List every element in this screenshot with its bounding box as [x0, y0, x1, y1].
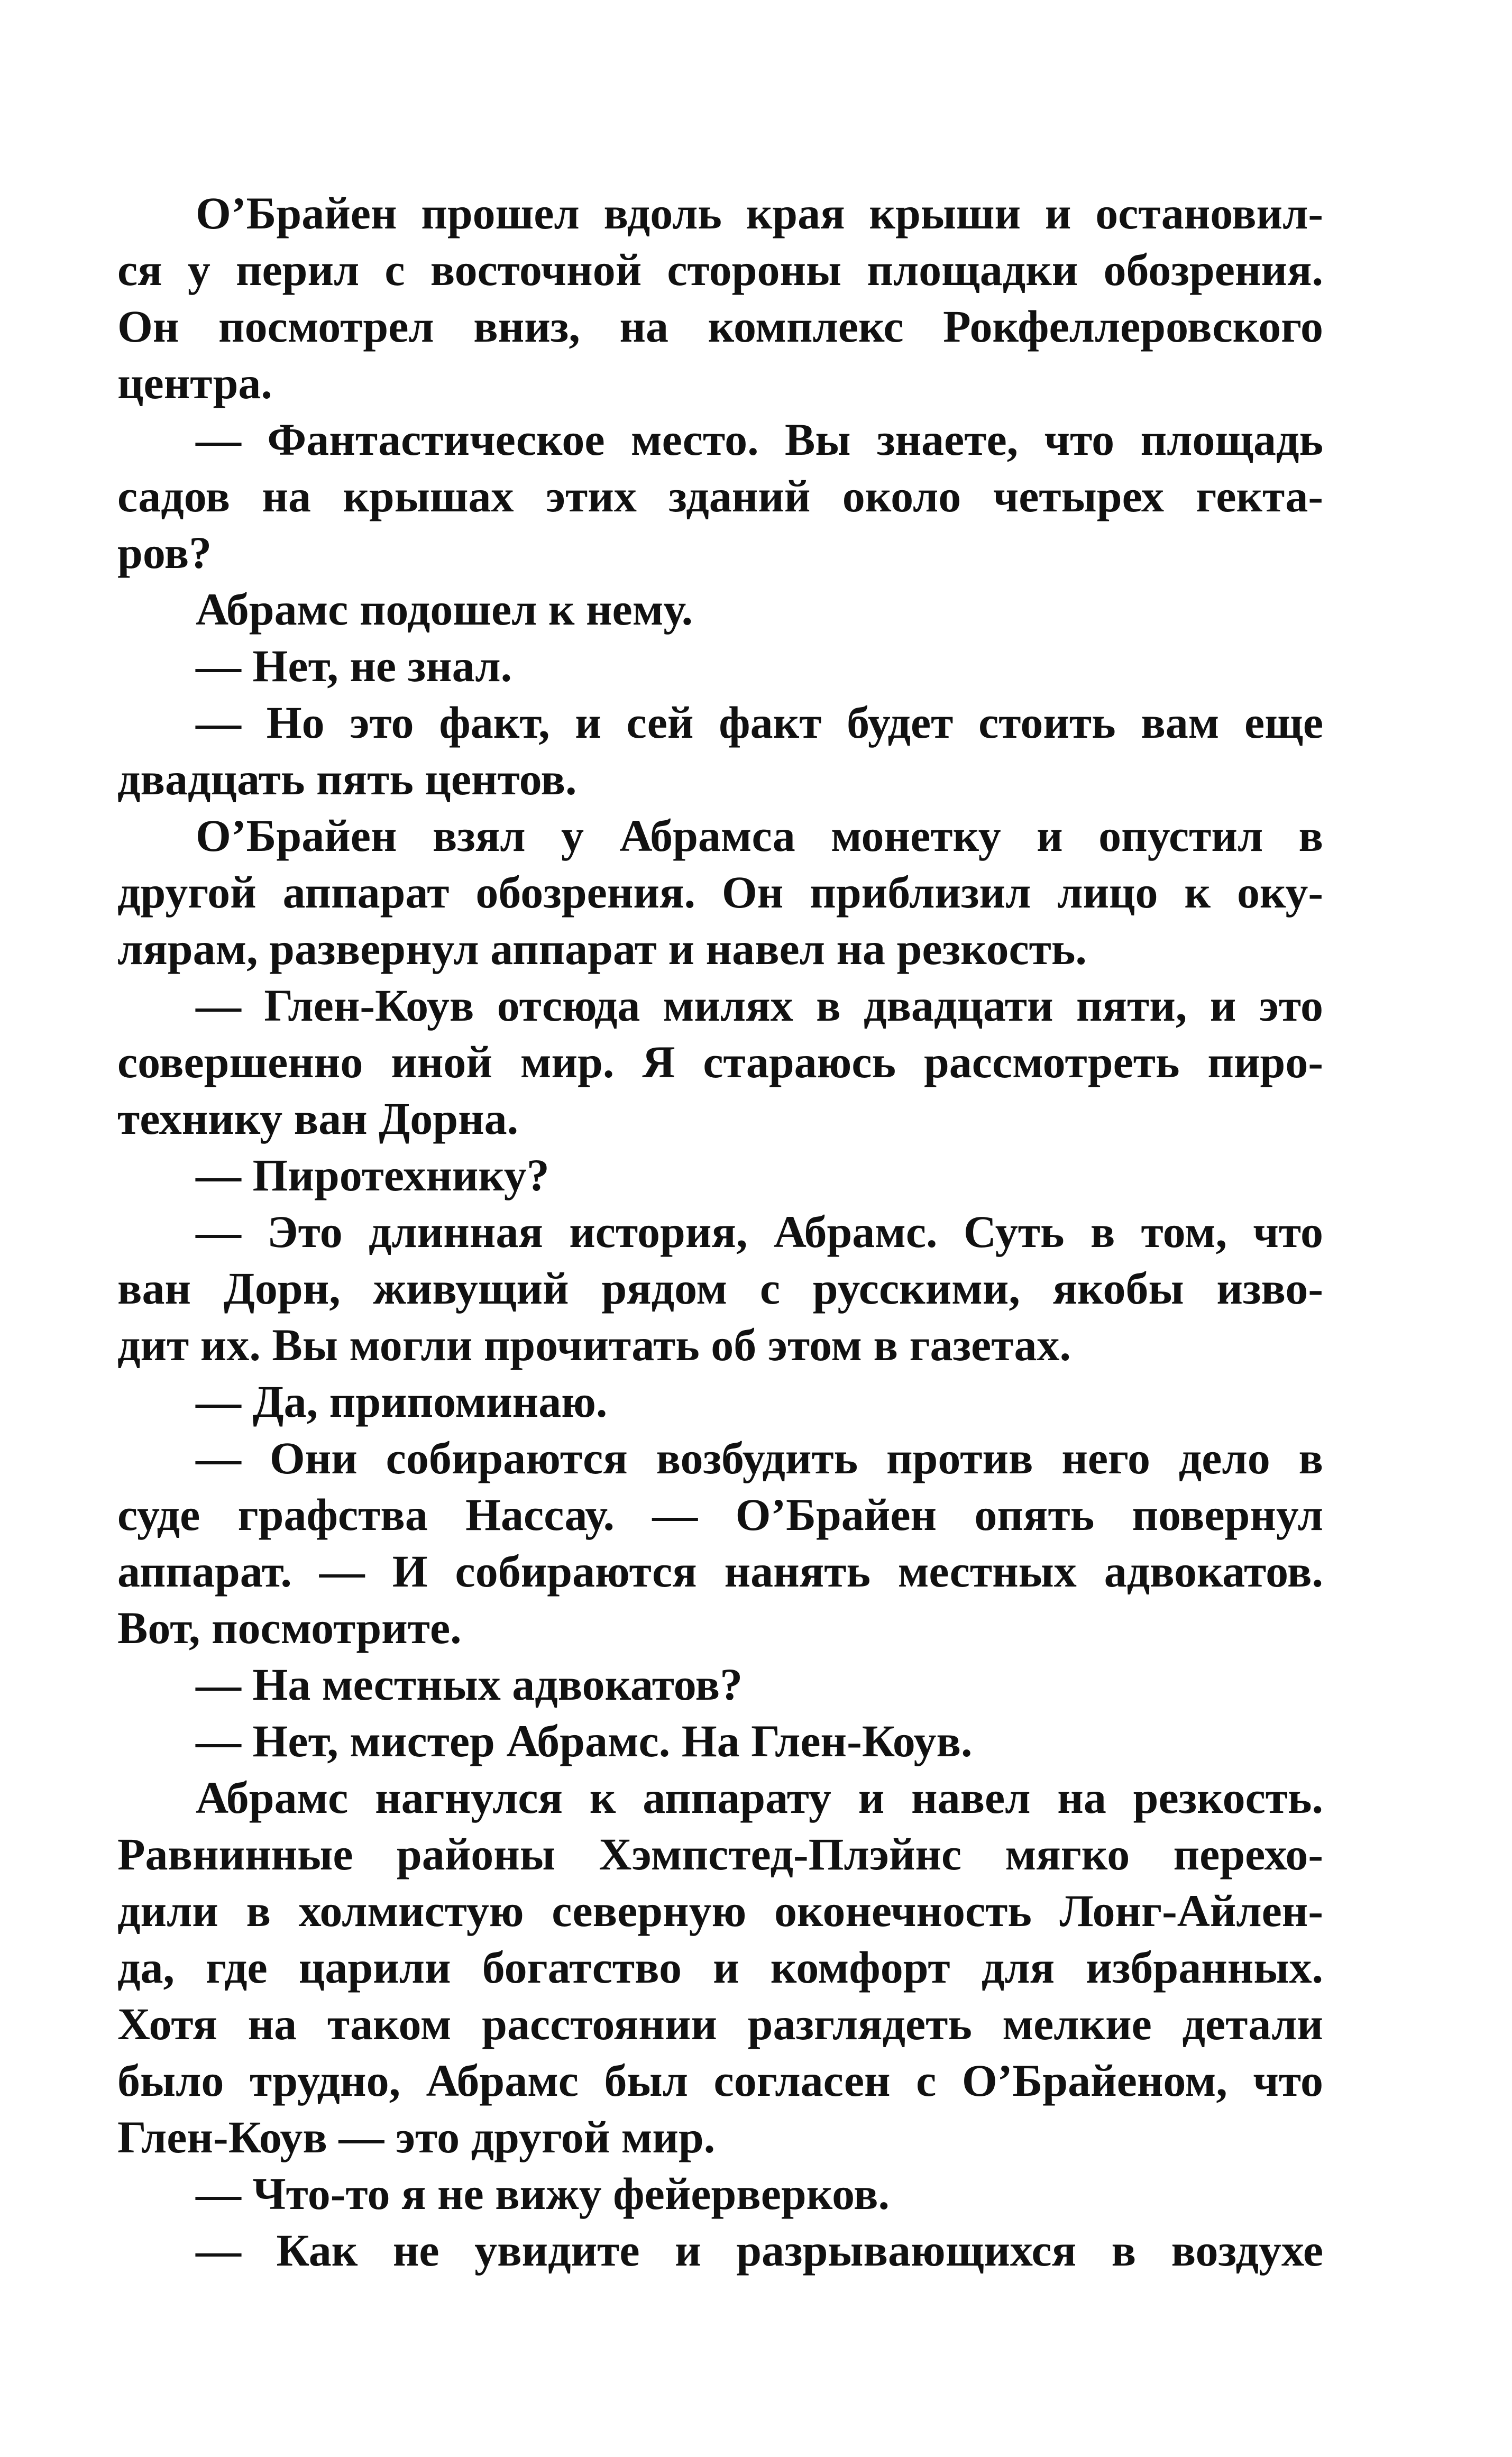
- text-line: дит их. Вы могли прочитать об этом в газетах.: [117, 1319, 1071, 1370]
- text-line: было трудно, Абрамс был согласен с О’Брайеном, что: [117, 2055, 1323, 2106]
- text-line: ров?: [117, 527, 212, 578]
- text-line: Хотя на таком расстоянии разглядеть мелкие детали: [117, 1998, 1323, 2049]
- paragraph-first-line: Абрамс нагнулся к аппарату и навел на резкость.: [196, 1772, 1323, 1823]
- text-line: Глен-Коув — это другой мир.: [117, 2112, 716, 2162]
- paragraph-first-line: — На местных адвокатов?: [196, 1659, 743, 1710]
- text-line: Вот, посмотрите.: [117, 1602, 462, 1653]
- text-line: Он посмотрел вниз, на комплекс Рокфеллеровского: [117, 301, 1323, 352]
- paragraph-first-line: — Фантастическое место. Вы знаете, что площадь: [196, 414, 1323, 465]
- text-line: центра.: [117, 357, 272, 408]
- paragraph-first-line: О’Брайен взял у Абрамса монетку и опустил в: [196, 810, 1323, 861]
- text-line: технику ван Дорна.: [117, 1093, 519, 1144]
- text-line: аппарат. — И собираются нанять местных адвокатов.: [117, 1546, 1323, 1597]
- paragraph-first-line: — Как не увидите и разрывающихся в воздухе: [196, 2225, 1323, 2276]
- paragraph-first-line: — Нет, не знал.: [196, 640, 512, 691]
- text-line: суде графства Нассау. — О’Брайен опять повернул: [117, 1489, 1323, 1540]
- paragraph-first-line: — Глен-Коув отсюда милях в двадцати пяти, и это: [196, 980, 1323, 1031]
- paragraph-first-line: — Это длинная история, Абрамс. Суть в том, что: [196, 1206, 1323, 1257]
- paragraph-first-line: — Что-то я не вижу фейерверков.: [196, 2168, 890, 2219]
- text-line: двадцать пять центов.: [117, 754, 577, 804]
- text-line: да, где царили богатство и комфорт для избранных.: [117, 1942, 1323, 1993]
- paragraph-first-line: Абрамс подошел к нему.: [196, 584, 693, 635]
- text-line: другой аппарат обозрения. Он приблизил лицо к оку-: [117, 867, 1323, 918]
- text-line: дили в холмистую северную оконечность Лонг-Айлен-: [117, 1885, 1323, 1936]
- text-line: лярам, развернул аппарат и навел на резкость.: [117, 923, 1087, 974]
- text-line: садов на крышах этих зданий около четырех гекта-: [117, 471, 1323, 521]
- paragraph-first-line: — Пиротехнику?: [196, 1150, 549, 1200]
- paragraph-first-line: — Да, припоминаю.: [196, 1376, 608, 1427]
- paragraph-first-line: — Но это факт, и сей факт будет стоить вам еще: [196, 697, 1323, 748]
- text-line: ся у перил с восточной стороны площадки обозрения.: [117, 244, 1323, 295]
- text-line: Равнинные районы Хэмпстед-Плэйнс мягко перехо-: [117, 1829, 1323, 1880]
- paragraph-first-line: — Они собираются возбудить против него дело в: [196, 1433, 1323, 1483]
- paragraph-first-line: — Нет, мистер Абрамс. На Глен-Коув.: [196, 1716, 973, 1766]
- body-text: [117, 185, 1323, 2279]
- text-line: ван Дорн, живущий рядом с русскими, якобы изво-: [117, 1263, 1323, 1314]
- paragraph-first-line: О’Брайен прошел вдоль края крыши и остановил-: [196, 188, 1323, 239]
- text-line: совершенно иной мир. Я стараюсь рассмотреть пиро-: [117, 1037, 1323, 1087]
